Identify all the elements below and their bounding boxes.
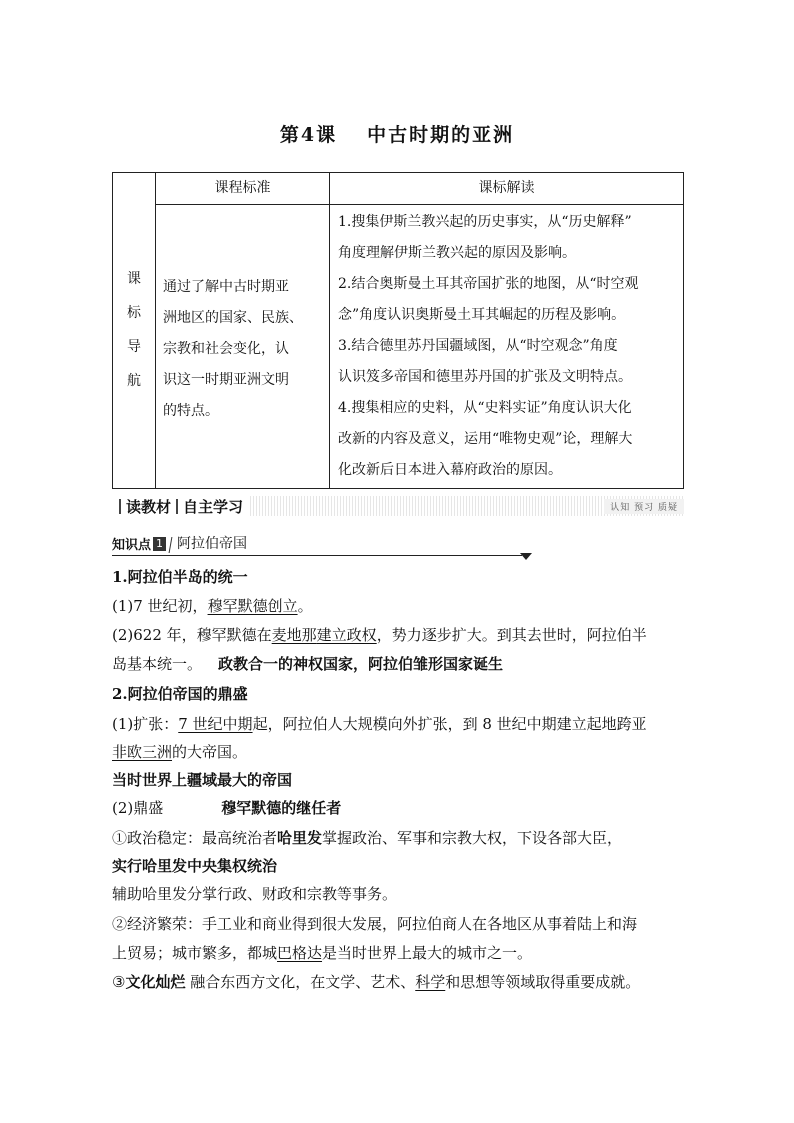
section-heading: 1.阿拉伯半岛的统一 [112, 568, 248, 586]
text: 是当时世界上最大的城市之一。 [322, 944, 533, 962]
underlined-text: 建立政权 [316, 626, 377, 644]
underlined-text: 穆罕默德创立 [207, 597, 298, 615]
text: ①政治稳定：最高统治者 [112, 829, 278, 847]
side-char: 标 [127, 305, 141, 321]
paragraph-line [112, 651, 503, 677]
interp-line: 2.结合奥斯曼土耳其帝国扩张的地图，从“时空观 [338, 276, 639, 292]
standard-line: 洲地区的国家、民族、 [163, 310, 303, 326]
text: 起，阿拉伯人大规模向外扩张，到 8 世纪中期建立起地跨亚 [252, 715, 647, 733]
underlined-text: 麦地那 [271, 626, 317, 644]
section-heading: 2.阿拉伯帝国的鼎盛 [112, 685, 248, 703]
column-header-interpretation: 课标解读 [330, 173, 684, 205]
paragraph-line: 辅助哈里发分掌行政、财政和宗教等事务。 [112, 885, 398, 903]
side-char: 导 [127, 339, 141, 355]
banner-bar [176, 499, 178, 514]
annotation-note: 实行哈里发中央集权统治 [112, 857, 278, 875]
annotation-note: 当时世界上疆域最大的帝国 [112, 771, 293, 789]
knowledge-point-label: 知识点 [112, 538, 152, 553]
paragraph-line: ②经济繁荣：手工业和商业得到很大发展，阿拉伯商人在各地区从事着陆上和海 [112, 915, 638, 933]
header-underline [112, 555, 522, 556]
interp-line: 1.搜集伊斯兰教兴起的历史事实，从“历史解释” [338, 214, 632, 230]
paragraph-line [112, 940, 532, 966]
side-char: 课 [127, 271, 141, 287]
interp-line: 化改新后日本进入幕府政治的原因。 [338, 462, 562, 478]
text: (1)扩张： [112, 715, 179, 733]
text: 和思想等领域取得重要成就。 [445, 973, 641, 991]
paragraph-line [112, 969, 640, 995]
text: (1)7 世纪初， [112, 597, 208, 615]
course-standard-cell [156, 205, 330, 489]
paragraph-line [112, 739, 247, 765]
banner-part2: 自主学习 [183, 497, 244, 516]
text: 。 [297, 597, 313, 615]
underlined-text: 科学 [415, 973, 446, 991]
lesson-name: 中古时期的亚洲 [367, 124, 515, 146]
column-header-standard: 课程标准 [156, 173, 330, 205]
interp-line: 角度理解伊斯兰教兴起的原因及影响。 [338, 245, 576, 261]
standard-line: 宗教和社会变化，认 [163, 341, 289, 357]
text: 岛基本统一。 [112, 655, 203, 673]
text: (2)鼎盛 [112, 799, 164, 817]
banner-part1: 读教材 [126, 497, 172, 516]
annotation-note: 政教合一的神权国家，阿拉伯雏形国家诞生 [218, 655, 504, 673]
paragraph-line [112, 795, 341, 821]
paragraph-line [112, 622, 647, 648]
course-guide-table [112, 172, 684, 489]
text: ③ [112, 973, 126, 991]
lesson-number: 第4课 [279, 124, 338, 146]
text: 掌握政治、军事和宗教大权，下设各部大臣， [322, 829, 623, 847]
underlined-text: 巴格达 [277, 944, 323, 962]
interpretation-cell [330, 205, 684, 489]
knowledge-point-title: 阿拉伯帝国 [177, 536, 248, 552]
annotation-note: 穆罕默德的继任者 [221, 799, 342, 817]
interp-line: 念”角度认识奥斯曼土耳其崛起的历程及影响。 [338, 307, 626, 323]
underlined-text: 7 世纪中期 [178, 715, 253, 733]
interp-line: 认识笈多帝国和德里苏丹国的扩张及文明特点。 [338, 369, 632, 385]
paragraph-line [112, 593, 313, 619]
standard-line: 识这一时期亚洲文明 [163, 372, 289, 388]
knowledge-point-number: 1 [153, 537, 166, 551]
knowledge-point-header [112, 534, 532, 556]
triangle-arrow-icon [520, 553, 532, 560]
interp-line: 改新的内容及意义，运用“唯物史观”论，理解大 [338, 431, 633, 447]
section-banner [112, 496, 684, 516]
banner-bar [119, 499, 121, 514]
standard-line: 的特点。 [163, 403, 219, 419]
interp-line: 4.搜集相应的史料，从“史料实证”角度认识大化 [338, 400, 632, 416]
text: (2)622 年，穆罕默德在 [112, 626, 272, 644]
page-title [0, 120, 794, 147]
paragraph-line [112, 711, 647, 737]
text: 上贸易；城市繁多，都城 [112, 944, 278, 962]
knowledge-point-divider [169, 537, 173, 553]
text: 融合东西方文化，在文学、艺术、 [185, 973, 416, 991]
text: 的大帝国。 [172, 743, 248, 761]
bold-text: 文化灿烂 [125, 973, 186, 991]
banner-tags: 认知 预习 质疑 [604, 499, 684, 514]
text: ，势力逐步扩大。到其去世时，阿拉伯半 [376, 626, 647, 644]
standard-line: 通过了解中古时期亚 [163, 279, 289, 295]
side-char: 航 [127, 373, 141, 389]
underlined-text: 非欧三洲 [112, 743, 173, 761]
course-guide-side-label [113, 173, 156, 489]
paragraph-line [112, 825, 622, 851]
interp-line: 3.结合德里苏丹国疆域图，从“时空观念”角度 [338, 338, 618, 354]
bold-text: 哈里发 [277, 829, 323, 847]
